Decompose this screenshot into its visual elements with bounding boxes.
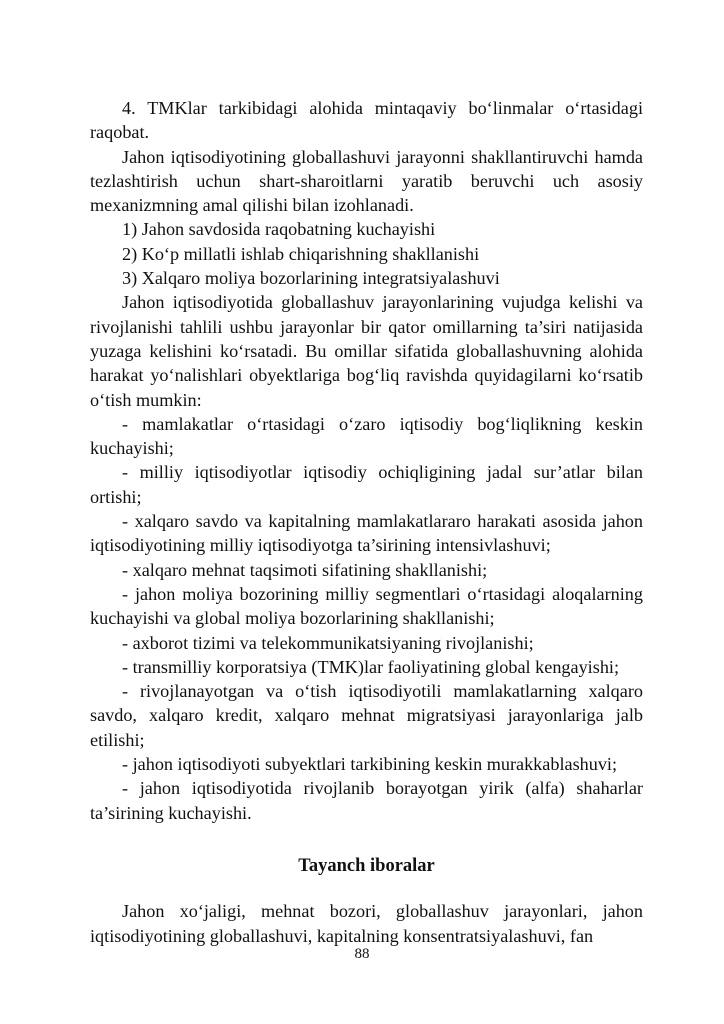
bullet-item-3: - xalqaro savdo va kapitalning mamlakatlararo harakati asosida jahon iqtisodiyotining milliy iqtisodiyotga ta’sirining intensivlashuvi; (90, 511, 643, 556)
bullet-item-6: - axborot tizimi va telekommunikatsiyaning rivojlanishi; (122, 632, 534, 653)
bullet-item-5: - jahon moliya bozorining milliy segmentlari o‘rtasidagi aloqalarning kuchayishi va global moliya bozorlarining shakllanishi; (90, 583, 643, 629)
bullet-item-10: - jahon iqtisodiyotida rivojlanib borayotgan yirik (alfa) shaharlar ta’sirining kuchayishi. (90, 778, 643, 823)
bullet-item-8: - rivojlanayotgan va o‘tish iqtisodiyotili mamlakatlarning xalqaro savdo, xalqaro kredit, xalqaro mehnat migratsiyasi jarayonlariga jalb etilishi; (90, 681, 643, 750)
page-number: 88 (354, 946, 370, 962)
bullet-item-9: - jahon iqtisodiyoti subyektlari tarkibining keskin murakkablashuvi; (122, 754, 618, 775)
list-item-2: 2) Ko‘p millatli ishlab chiqarishning shakllanishi (122, 243, 480, 264)
section-heading: Tayanch iboralar (298, 855, 435, 876)
list-item-1: 1) Jahon savdosida raqobatning kuchayishi (122, 219, 436, 240)
bullet-item-2: - milliy iqtisodiyotlar iqtisodiy ochiqligining jadal sur’atlar bilan ortishi; (90, 462, 643, 507)
page-body (90, 96, 643, 948)
bullet-item-7: - transmilliy korporatsiya (TMK)lar faoliyatining global kengayishi; (122, 656, 620, 677)
paragraph-3: Jahon iqtisodiyotida globallashuv jarayonlarining vujudga kelishi va rivojlanishi tahlili ushbu jarayonlar bir qator omillarning ta’siri natijasida yuzaga kelishini ko‘rsatadi. Bu omillar sifatida globallashuvning alohida harakat yo‘nalishlari obyektlariga bog‘liq ravishda quyidagilarni ko‘rsatib o‘tish mumkin: (90, 292, 643, 410)
bullet-item-4: - xalqaro mehnat taqsimoti sifatining shakllanishi; (122, 559, 488, 580)
keywords-paragraph: Jahon xo‘jaligi, mehnat bozori, globallashuv jarayonlari, jahon iqtisodiyotining globallashuvi, kapitalning konsentratsiyalashuvi, fan (90, 901, 643, 946)
bullet-item-1: - mamlakatlar o‘rtasidagi o‘zaro iqtisodiy bog‘liqlikning keskin kuchayishi; (90, 413, 643, 459)
paragraph-2: Jahon iqtisodiyotining globallashuvi jarayonni shakllantiruvchi hamda tezlashtirish uchun shart-sharoitlarni yaratib beruvchi uch asosiy mexanizmning amal qilishi bilan izohlanadi. (90, 146, 643, 216)
paragraph-1: 4. TMKlar tarkibidagi alohida mintaqaviy bo‘linmalar o‘rtasidagi raqobat. (90, 98, 643, 143)
list-item-3: 3) Xalqaro moliya bozorlarining integratsiyalashuvi (122, 268, 500, 289)
